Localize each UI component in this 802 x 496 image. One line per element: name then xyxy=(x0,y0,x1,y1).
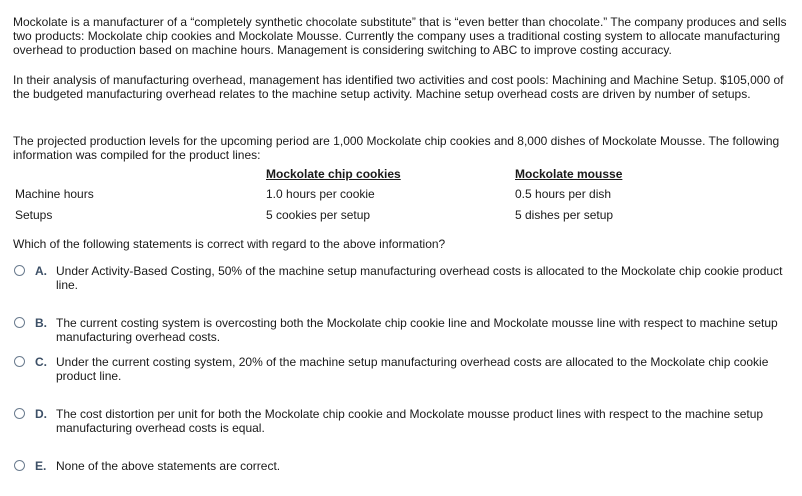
table-row-label: Setups xyxy=(15,208,53,222)
option-letter: C. xyxy=(35,355,47,369)
table-header-cookies: Mockolate chip cookies xyxy=(266,167,401,181)
option-letter: A. xyxy=(35,264,47,278)
intro-paragraph-2: In their analysis of manufacturing overhead, management has identified two activities and cost pools: Machining and Machine Setup. $105,000 of the budgeted manufacturing overhead relates to the machine setup activity. Machine setup overhead costs are driven by number of setups. xyxy=(13,73,784,101)
question-prompt: Which of the following statements is correct with regard to the above information? xyxy=(13,237,446,251)
option-letter: B. xyxy=(35,316,47,330)
option-text: The current costing system is overcosting both the Mockolate chip cookie line and Mockolate mousse line with respect to machine setup manufacturing overhead costs. xyxy=(56,316,778,344)
radio-button-c[interactable] xyxy=(14,356,25,367)
table-cell: 5 dishes per setup xyxy=(515,208,614,222)
option-text: The cost distortion per unit for both the Mockolate chip cookie and Mockolate mousse product lines with respect to the machine setup manufacturing overhead costs is equal. xyxy=(56,407,764,435)
option-letter: D. xyxy=(35,407,47,421)
table-cell: 5 cookies per setup xyxy=(266,208,371,222)
option-text: None of the above statements are correct. xyxy=(56,459,281,473)
intro-paragraph-1: Mockolate is a manufacturer of a “completely synthetic chocolate substitute” that is “even better than chocolate.” The company produces and sells two products: Mockolate chip cookies and Mockolate Mousse. Currently the company uses a traditional costing system to allocate manufacturing overhead to production based on machine hours. Management is considering switching to ABC to improve costing accuracy. xyxy=(13,15,787,57)
radio-button-e[interactable] xyxy=(14,460,25,471)
intro-paragraph-3: The projected production levels for the upcoming period are 1,000 Mockolate chip cookies and 8,000 dishes of Mockolate Mousse. The following information was compiled for the product lines: xyxy=(13,134,780,162)
table-header-mousse: Mockolate mousse xyxy=(515,167,623,181)
table-cell: 1.0 hours per cookie xyxy=(266,187,375,201)
table-cell: 0.5 hours per dish xyxy=(515,187,612,201)
table-row-label: Machine hours xyxy=(15,187,94,201)
option-text: Under the current costing system, 20% of the machine setup manufacturing overhead costs are allocated to the Mockolate chip cookie product line. xyxy=(56,355,769,383)
radio-button-d[interactable] xyxy=(14,408,25,419)
option-letter: E. xyxy=(35,459,47,473)
radio-button-b[interactable] xyxy=(14,317,25,328)
option-text: Under Activity-Based Costing, 50% of the machine setup manufacturing overhead costs is allocated to the Mockolate chip cookie product line. xyxy=(56,264,783,292)
radio-button-a[interactable] xyxy=(14,265,25,276)
